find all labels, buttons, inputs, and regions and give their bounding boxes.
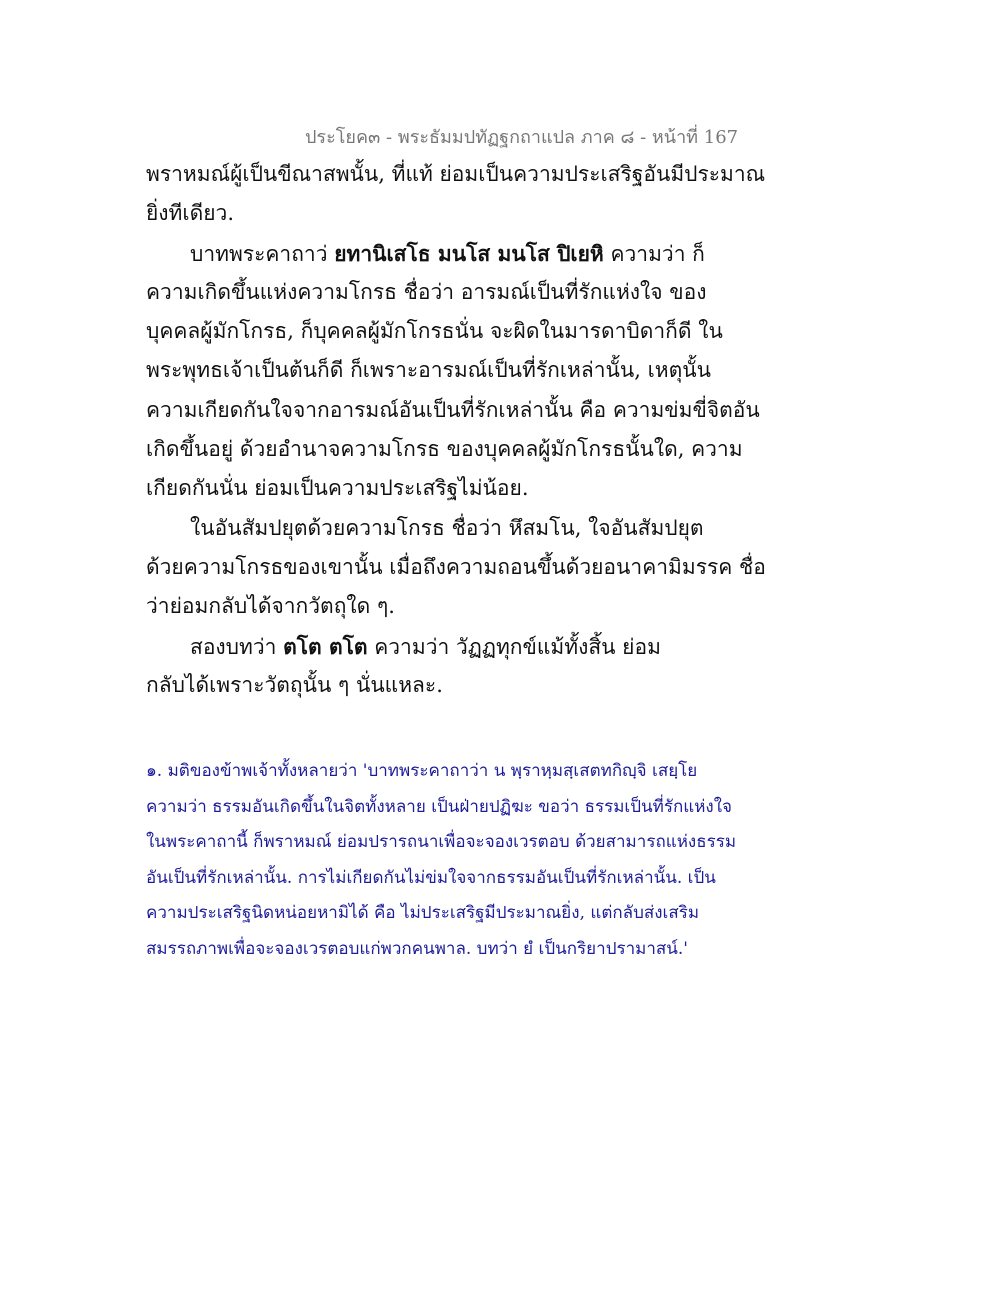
footnote-line: ความประเสริฐนิดหน่อยหามิได้ คือ ไม่ประเสริฐมีประมาณยิ่ง, แต่กลับส่งเสริม	[146, 903, 700, 923]
text-line: ยิ่งทีเดียว.	[146, 201, 234, 226]
text-segment: สองบทว่า	[190, 634, 284, 659]
footnote-line: ความว่า ธรรมอันเกิดขึ้นในจิตทั้งหลาย เป็นฝ่ายปฏิฆะ ขอว่า ธรรมเป็นที่รักแห่งใจ	[146, 796, 732, 817]
footnote-line: อันเป็นที่รักเหล่านั้น. การไม่เกียดกันไม่ข่มใจจากธรรมอันเป็นที่รักเหล่านั้น. เป็น	[146, 867, 716, 888]
footnote-line: ในพระคาถานี้ ก็พราหมณ์ ย่อมปรารถนาเพื่อจะจองเวรตอบ ด้วยสามารถแห่งธรรม	[146, 832, 737, 852]
paragraph-start-line	[146, 627, 746, 666]
footnote-line: สมรรถภาพเพื่อจะจองเวรตอบแก่พวกคนพาล. บทว่า ยํ เป็นกริยาปรามาสน์.'	[146, 938, 688, 959]
text-line: เกิดขึ้นอยู่ ด้วยอำนาจความโกรธ ของบุคคลผู้มักโกรธนั้นใด, ความ	[146, 437, 743, 462]
text-line: พราหมณ์ผู้เป็นขีณาสพนั้น, ที่แท้ ย่อมเป็นความประเสริฐอันมีประมาณ	[146, 162, 766, 186]
main-text	[146, 155, 766, 705]
text-line: เกียดกันนั่น ย่อมเป็นความประเสริฐไม่น้อย.	[146, 476, 529, 501]
text-line: ความเกียดกันใจจากอารมณ์อันเป็นที่รักเหล่านั้น คือ ความข่มขี่จิตอัน	[146, 397, 760, 422]
text-line: ว่าย่อมกลับได้จากวัตถุใด ๆ.	[146, 594, 395, 619]
running-header: ประโยค๓ - พระธัมมปทัฏฐกถาแปล ภาค ๘ - หน้าที่ 167	[305, 127, 739, 148]
text-line: พระพุทธเจ้าเป็นต้นก็ดี ก็เพราะอารมณ์เป็นที่รักเหล่านั้น, เหตุนั้น	[146, 358, 711, 383]
text-segment: ความว่า ก็	[603, 241, 705, 266]
text-line: ความเกิดขึ้นแห่งความโกรธ ชื่อว่า อารมณ์เป็นที่รักแห่งใจ ของ	[146, 279, 707, 304]
footnote	[146, 754, 746, 967]
text-segment: บาทพระคาถาว่	[190, 241, 335, 266]
pali-term: ยทานิเสโธ มนโส มนโส ปิเยหิ	[334, 240, 604, 266]
paragraph-start-line: ในอันสัมปยุตด้วยความโกรธ ชื่อว่า หึสมโน, ใจอันสัมปยุต	[190, 515, 704, 540]
footnote-line: ๑. มติของข้าพเจ้าทั้งหลายว่า 'บาทพระคาถาว่า น พฺราหฺมสฺเสตทกิญฺจิ เสยฺโย	[146, 761, 698, 781]
text-line: บุคคลผู้มักโกรธ, ก็บุคคลผู้มักโกรธนั่น จะผิดในมารดาบิดาก็ดี ใน	[146, 319, 723, 344]
paragraph-start-line	[146, 234, 746, 273]
text-line: กลับได้เพราะวัตถุนั้น ๆ นั่นแหละ.	[146, 672, 443, 697]
pali-term: ตโต ตโต	[283, 633, 368, 659]
text-segment: ความว่า วัฏฏทุกข์แม้ทั้งสิ้น ย่อม	[367, 634, 661, 659]
text-line: ด้วยความโกรธของเขานั้น เมื่อถึงความถอนขึ้นด้วยอนาคามิมรรค ชื่อ	[146, 554, 766, 579]
